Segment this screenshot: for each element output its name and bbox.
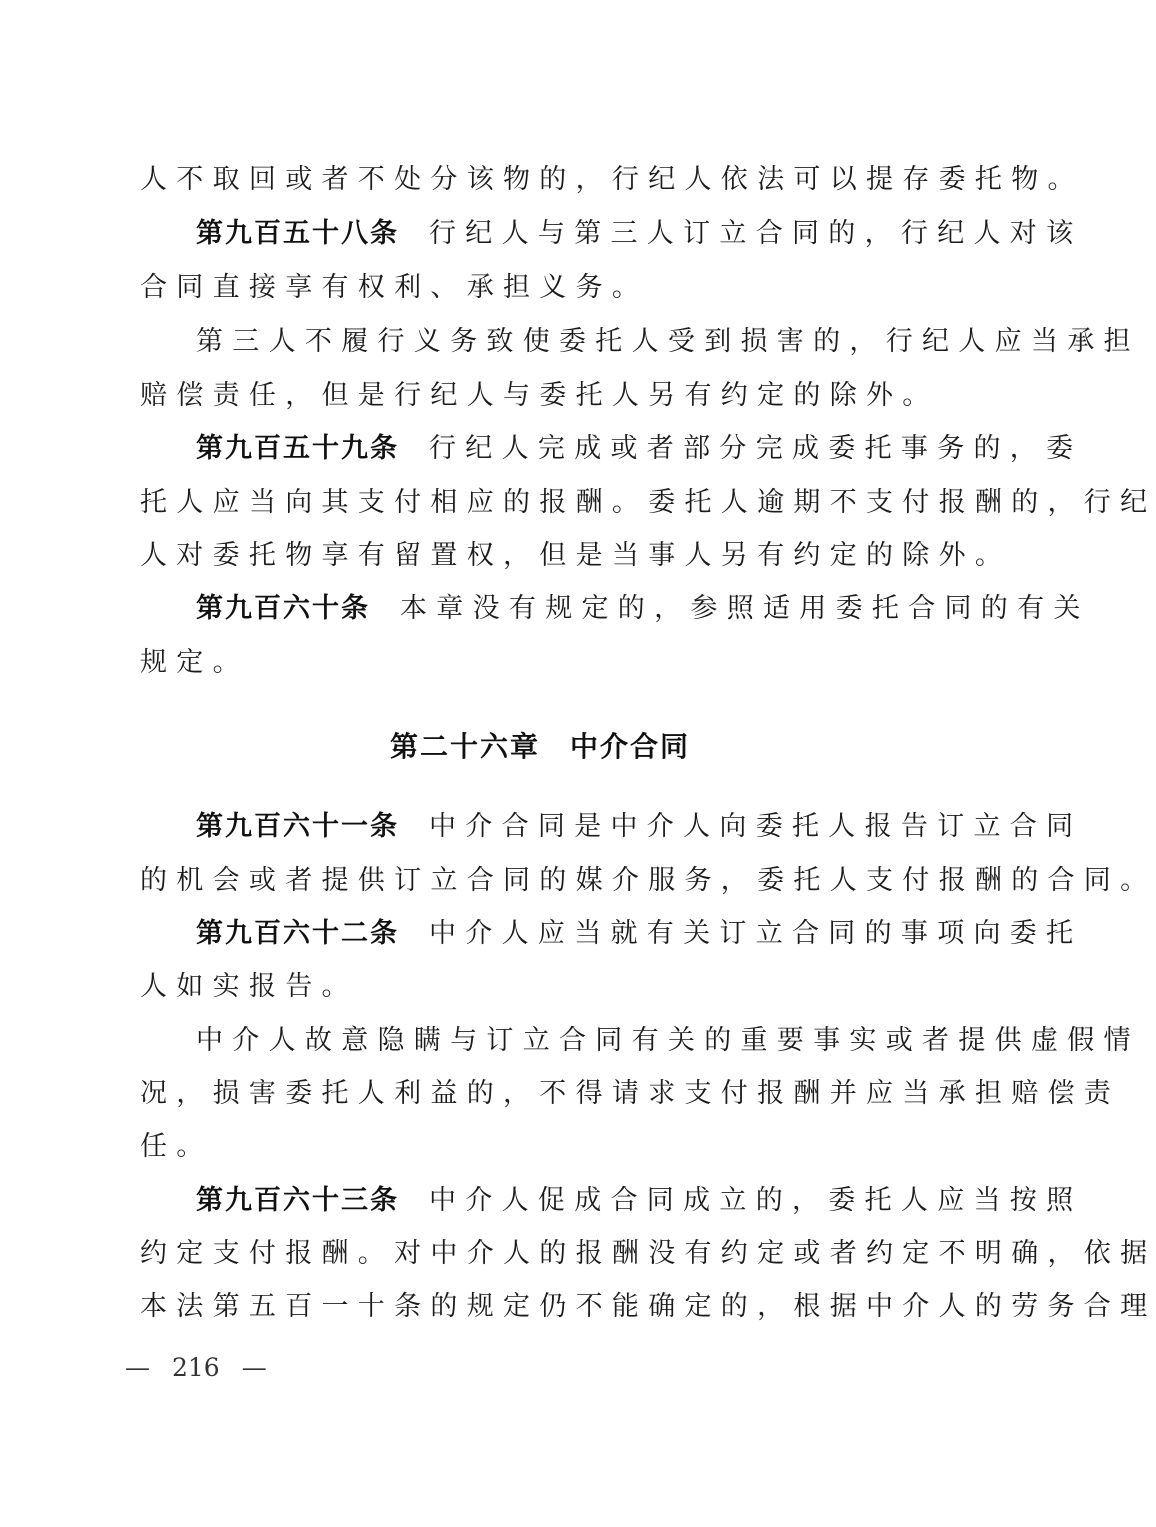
text-line: 合同直接享有权利、承担义务。 [140, 272, 649, 303]
text-line: 托人应当向其支付相应的报酬。委托人逾期不支付报酬的，行纪 [140, 487, 1156, 518]
chapter-heading [0, 720, 1080, 774]
text-line: 的机会或者提供订立合同的媒介服务，委托人支付报酬的合同。 [140, 865, 1156, 896]
article-959-line [196, 422, 1083, 476]
page-footer [125, 1348, 267, 1388]
footer-dash-right: — [241, 1353, 267, 1382]
article-960-heading: 第九百六十条 [196, 593, 370, 624]
text-line: 规定。 [140, 647, 249, 678]
article-962-text: 中介人应当就有关订立合同的事项向委托 [429, 918, 1083, 949]
article-961-text: 中介合同是中介人向委托人报告订立合同 [429, 811, 1083, 842]
text-line: 人对委托物享有留置权，但是当事人另有约定的除外。 [140, 540, 1012, 571]
article-960-line [196, 582, 1090, 636]
text-line: 任。 [140, 1131, 213, 1162]
footer-dash-left: — [125, 1353, 150, 1382]
text-line: 约定支付报酬。对中介人的报酬没有约定或者约定不明确，依据 [140, 1238, 1156, 1269]
article-962-line [196, 907, 1083, 961]
article-961-line [196, 800, 1083, 854]
article-960-text: 本章没有规定的，参照适用委托合同的有关 [400, 593, 1090, 624]
text-line: 第三人不履行义务致使委托人受到损害的，行纪人应当承担 [196, 326, 1140, 357]
article-958-heading: 第九百五十八条 [196, 218, 399, 249]
text-line: 人如实报告。 [140, 971, 358, 1002]
text-line: 本法第五百一十条的规定仍不能确定的，根据中介人的劳务合理 [140, 1291, 1156, 1322]
text-line: 况，损害委托人利益的，不得请求支付报酬并应当承担赔偿责 [140, 1078, 1121, 1109]
article-958-line [196, 207, 1083, 261]
chapter-number: 第二十六章 [389, 730, 540, 763]
text-line: 人不取回或者不处分该物的，行纪人依法可以提存委托物。 [140, 164, 1084, 195]
article-963-heading: 第九百六十三条 [196, 1185, 399, 1216]
article-962-heading: 第九百六十二条 [196, 918, 399, 949]
article-961-heading: 第九百六十一条 [196, 811, 399, 842]
article-958-text: 行纪人与第三人订立合同的，行纪人对该 [429, 218, 1083, 249]
chapter-title: 中介合同 [570, 730, 691, 763]
text-line: 赔偿责任，但是行纪人与委托人另有约定的除外。 [140, 380, 939, 411]
page-number: 216 [172, 1353, 220, 1382]
text-line: 中介人故意隐瞒与订立合同有关的重要事实或者提供虚假情 [196, 1025, 1140, 1056]
article-959-text: 行纪人完成或者部分完成委托事务的，委 [429, 433, 1083, 464]
article-963-line [196, 1174, 1083, 1228]
article-959-heading: 第九百五十九条 [196, 433, 399, 464]
article-963-text: 中介人促成合同成立的，委托人应当按照 [429, 1185, 1083, 1216]
